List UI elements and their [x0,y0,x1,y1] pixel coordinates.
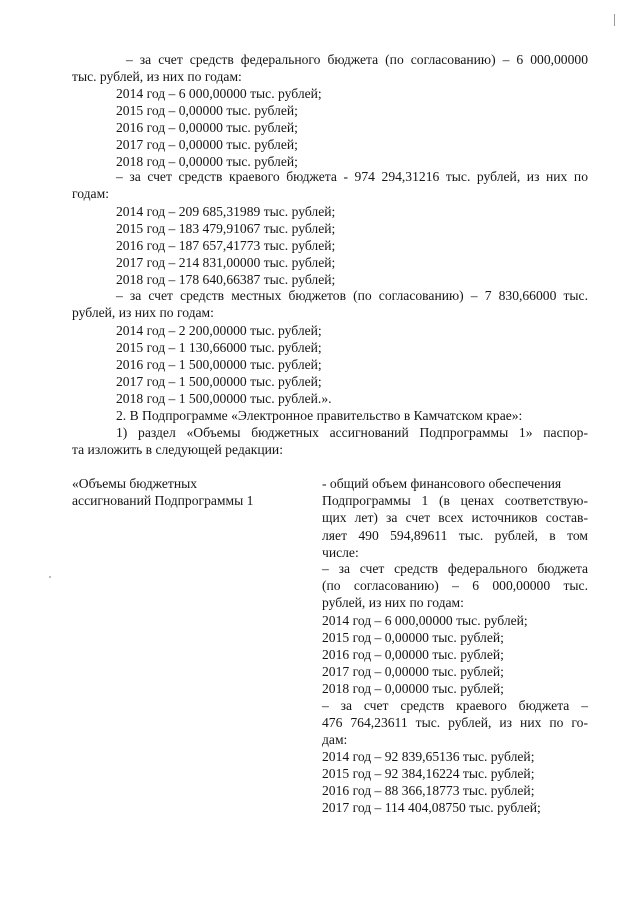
regional-year-2016: 2016 год – 187 657,41773 тыс. рублей; [116,238,336,253]
table-right-total-5: числе: [322,545,359,560]
scan-mark [614,14,615,26]
table-right-federal-1: – за счет средств федерального бюджета [322,561,588,576]
local-year-2018: 2018 год – 1 500,00000 тыс. рублей.». [116,391,332,406]
table-right-total-4: ляет 490 594,89611 тыс. рублей, в том [322,528,588,543]
local-year-2015: 2015 год – 1 130,66000 тыс. рублей; [116,340,322,355]
federal-year-2016: 2016 год – 0,00000 тыс. рублей; [116,120,298,135]
table-right-regional-2: 476 764,23611 тыс. рублей, из них по го- [322,715,588,730]
federal-intro-line1: – за счет средств федерального бюджета (по согласованию) – 6 000,00000 [126,52,588,67]
table-right-federal-year-2014: 2014 год – 6 000,00000 тыс. рублей; [322,613,528,628]
local-intro-line2: рублей, из них по годам: [72,305,214,320]
table-right-federal-year-2017: 2017 год – 0,00000 тыс. рублей; [322,664,504,679]
table-right-total-2: Подпрограммы 1 (в ценах соответствую- [322,493,588,508]
scan-speck [49,576,51,578]
local-intro-line1: – за счет средств местных бюджетов (по согласованию) – 7 830,66000 тыс. [116,288,588,303]
local-year-2014: 2014 год – 2 200,00000 тыс. рублей; [116,323,322,338]
regional-intro-line1: – за счет средств краевого бюджета - 974 294,31216 тыс. рублей, из них по [116,169,588,184]
federal-year-2018: 2018 год – 0,00000 тыс. рублей; [116,154,298,169]
local-year-2016: 2016 год – 1 500,00000 тыс. рублей; [116,357,322,372]
regional-year-2018: 2018 год – 178 640,66387 тыс. рублей; [116,272,336,287]
table-right-regional-year-2017: 2017 год – 114 404,08750 тыс. рублей; [322,800,541,815]
table-right-federal-year-2016: 2016 год – 0,00000 тыс. рублей; [322,647,504,662]
table-right-regional-year-2015: 2015 год – 92 384,16224 тыс. рублей; [322,766,535,781]
federal-year-2017: 2017 год – 0,00000 тыс. рублей; [116,137,298,152]
item-2-1-line2: та изложить в следующей редакции: [72,442,283,457]
item-2-1-line1: 1) раздел «Объемы бюджетных ассигнований Подпрограммы 1» паспор- [116,425,588,440]
federal-intro-line2: тыс. рублей, из них по годам: [72,69,242,84]
federal-year-2015: 2015 год – 0,00000 тыс. рублей; [116,103,298,118]
table-right-regional-3: дам: [322,732,348,747]
federal-year-2014: 2014 год – 6 000,00000 тыс. рублей; [116,86,322,101]
local-year-2017: 2017 год – 1 500,00000 тыс. рублей; [116,374,322,389]
regional-intro-line2: годам: [72,186,109,201]
table-left-line1: «Объемы бюджетных [72,476,198,491]
table-right-federal-3: рублей, из них по годам: [322,595,464,610]
regional-year-2015: 2015 год – 183 479,91067 тыс. рублей; [116,221,336,236]
table-right-regional-year-2016: 2016 год – 88 366,18773 тыс. рублей; [322,783,535,798]
table-right-regional-year-2014: 2014 год – 92 839,65136 тыс. рублей; [322,749,535,764]
regional-year-2017: 2017 год – 214 831,00000 тыс. рублей; [116,255,336,270]
table-right-federal-2: (по согласованию) – 6 000,00000 тыс. [322,578,588,593]
table-right-federal-year-2018: 2018 год – 0,00000 тыс. рублей; [322,681,504,696]
table-left-line2: ассигнований Подпрограммы 1 [72,493,254,508]
table-right-total-1: - общий объем финансового обеспечения [322,476,562,491]
table-right-regional-1: – за счет средств краевого бюджета – [322,698,588,713]
table-right-total-3: щих лет) за счет всех источников состав- [322,510,588,525]
item-2-heading: 2. В Подпрограмме «Электронное правительство в Камчатском крае»: [116,408,523,423]
table-right-federal-year-2015: 2015 год – 0,00000 тыс. рублей; [322,630,504,645]
regional-year-2014: 2014 год – 209 685,31989 тыс. рублей; [116,204,336,219]
